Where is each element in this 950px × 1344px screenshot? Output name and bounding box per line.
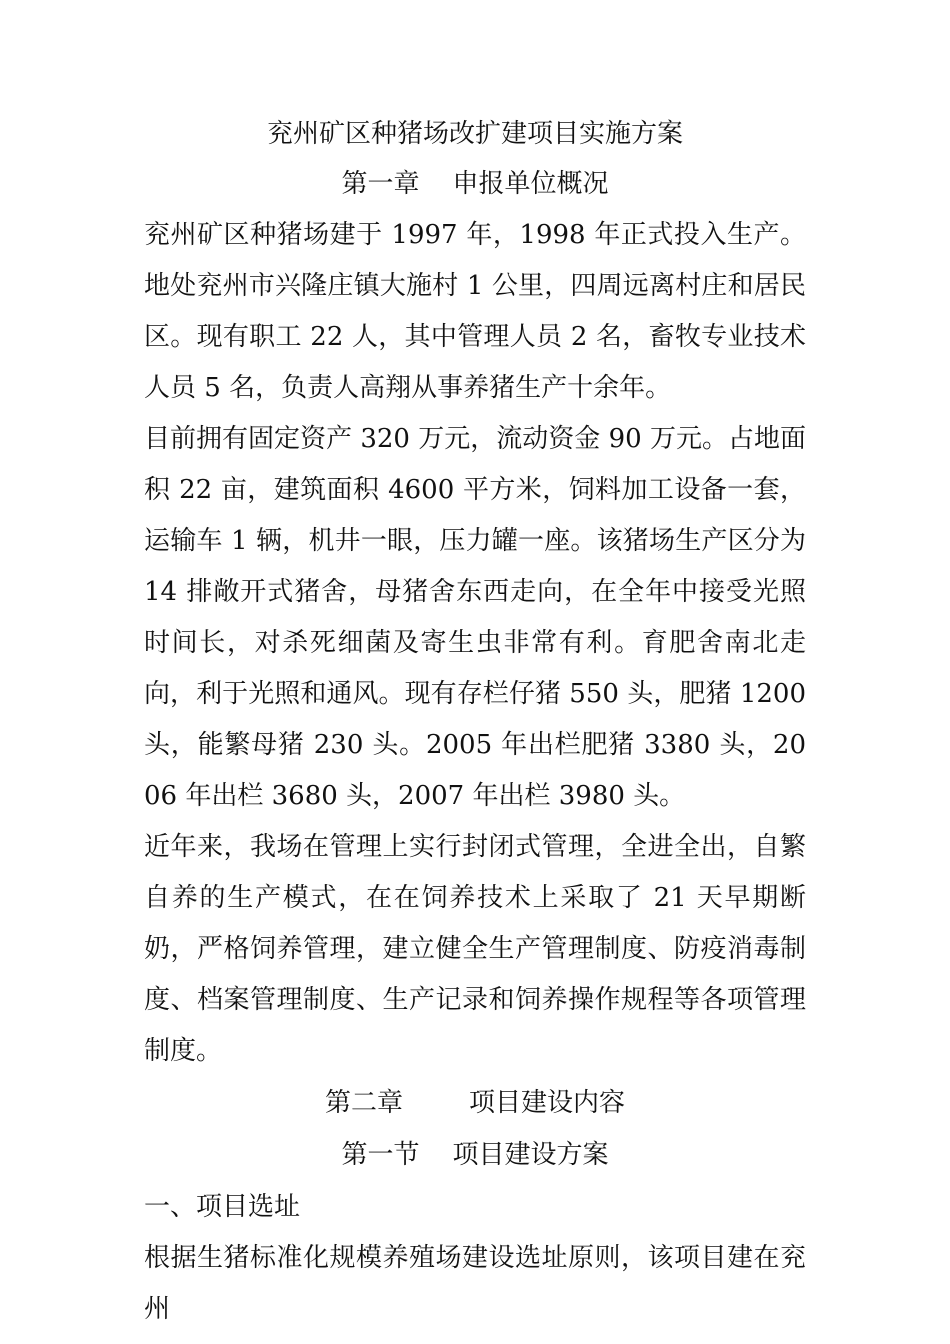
section-1-heading: 第一节 项目建设方案 — [341, 1140, 609, 1170]
paragraph-management: 近年来，我场在管理上实行封闭式管理，全进全出，自繁自养的生产模式，在在饲养技术上采取了 21 天早期断奶，严格饲养管理，建立健全生产管理制度、防疫消毒制度、档案管理制度、生产记录和饲养操作规程等各项管理制度。 — [144, 832, 806, 1066]
chapter-1-heading: 第一章 申报单位概况 — [341, 169, 609, 199]
document-title: 兖州矿区种猪场改扩建项目实施方案 — [266, 119, 683, 149]
paragraph-assets: 目前拥有固定资产 320 万元，流动资金 90 万元。占地面积 22 亩，建筑面积 4600 平方米，饲料加工设备一套，运输车 1 辆，机井一眼，压力罐一座。该猪场生产区分为 14 排敞开式猪舍，母猪舍东西走向，在全年中接受光照时间长，对杀死细菌及寄生虫非常有利。育肥舍南北走向，利于光照和通风。现有存栏仔猪 550 头，肥猪 1200 头，能繁母猪 230 头。2005 年出栏肥猪 3380 头，2006 年出栏 3680 头，2007 年出栏 3980 头。 — [144, 424, 806, 811]
chapter-2-heading: 第二章 项目建设内容 — [324, 1088, 626, 1118]
subheading-siting: 一、项目选址 — [144, 1192, 301, 1222]
paragraph-unit-overview: 兖州矿区种猪场建于 1997 年，1998 年正式投入生产。地处兖州市兴隆庄镇大施村 1 公里，四周远离村庄和居民区。现有职工 22 人，其中管理人员 2 名，畜牧专业技术人员 5 名，负责人高翔从事养猪生产十余年。 — [144, 220, 806, 403]
paragraph-siting: 根据生猪标准化规模养殖场建设选址原则，该项目建在兖州 — [144, 1243, 806, 1324]
document-body — [144, 110, 806, 1335]
